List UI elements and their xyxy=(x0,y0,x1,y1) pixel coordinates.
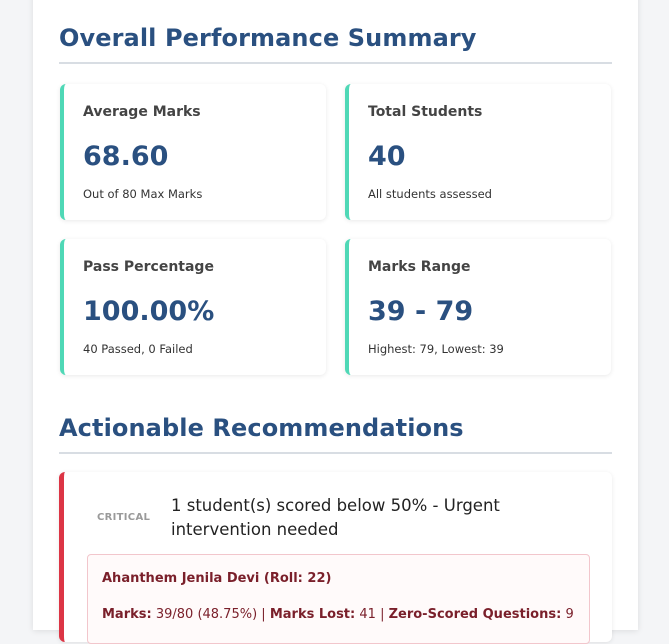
card-label: Pass Percentage xyxy=(83,259,214,275)
marks-lost-value: 41 xyxy=(359,607,376,622)
marks-value: 39/80 (48.75%) xyxy=(155,607,258,622)
zero-scored-value: 9 xyxy=(565,607,574,622)
marks-label: Marks: xyxy=(102,607,152,622)
student-details xyxy=(102,607,574,622)
recommendation-card-critical xyxy=(59,472,612,642)
card-value: 68.60 xyxy=(83,141,169,172)
card-value: 39 - 79 xyxy=(368,296,474,327)
card-subtext: Highest: 79, Lowest: 39 xyxy=(368,342,504,356)
card-subtext: All students assessed xyxy=(368,187,492,201)
card-pass-percentage xyxy=(60,239,326,375)
card-label: Average Marks xyxy=(83,104,201,120)
card-value: 40 xyxy=(368,141,406,172)
recommendations-divider xyxy=(59,452,612,454)
marks-lost-label: Marks Lost: xyxy=(269,607,356,622)
card-marks-range xyxy=(345,239,611,375)
summary-section-title: Overall Performance Summary xyxy=(59,24,477,52)
zero-scored-label: Zero-Scored Questions: xyxy=(388,607,562,622)
student-detail-box xyxy=(87,554,590,644)
card-subtext: 40 Passed, 0 Failed xyxy=(83,342,193,356)
summary-divider xyxy=(59,62,612,64)
card-label: Total Students xyxy=(368,104,483,120)
card-average-marks xyxy=(60,84,326,220)
student-name: Ahanthem Jenila Devi (Roll: 22) xyxy=(102,571,332,586)
card-label: Marks Range xyxy=(368,259,471,275)
separator: | xyxy=(261,607,266,622)
recommendation-message: 1 student(s) scored below 50% - Urgent intervention needed xyxy=(171,496,500,539)
card-value: 100.00% xyxy=(83,296,215,327)
recommendations-section-title: Actionable Recommendations xyxy=(59,414,464,442)
card-subtext: Out of 80 Max Marks xyxy=(83,187,203,201)
separator: | xyxy=(380,607,385,622)
severity-badge: CRITICAL xyxy=(97,512,151,523)
card-total-students xyxy=(345,84,611,220)
